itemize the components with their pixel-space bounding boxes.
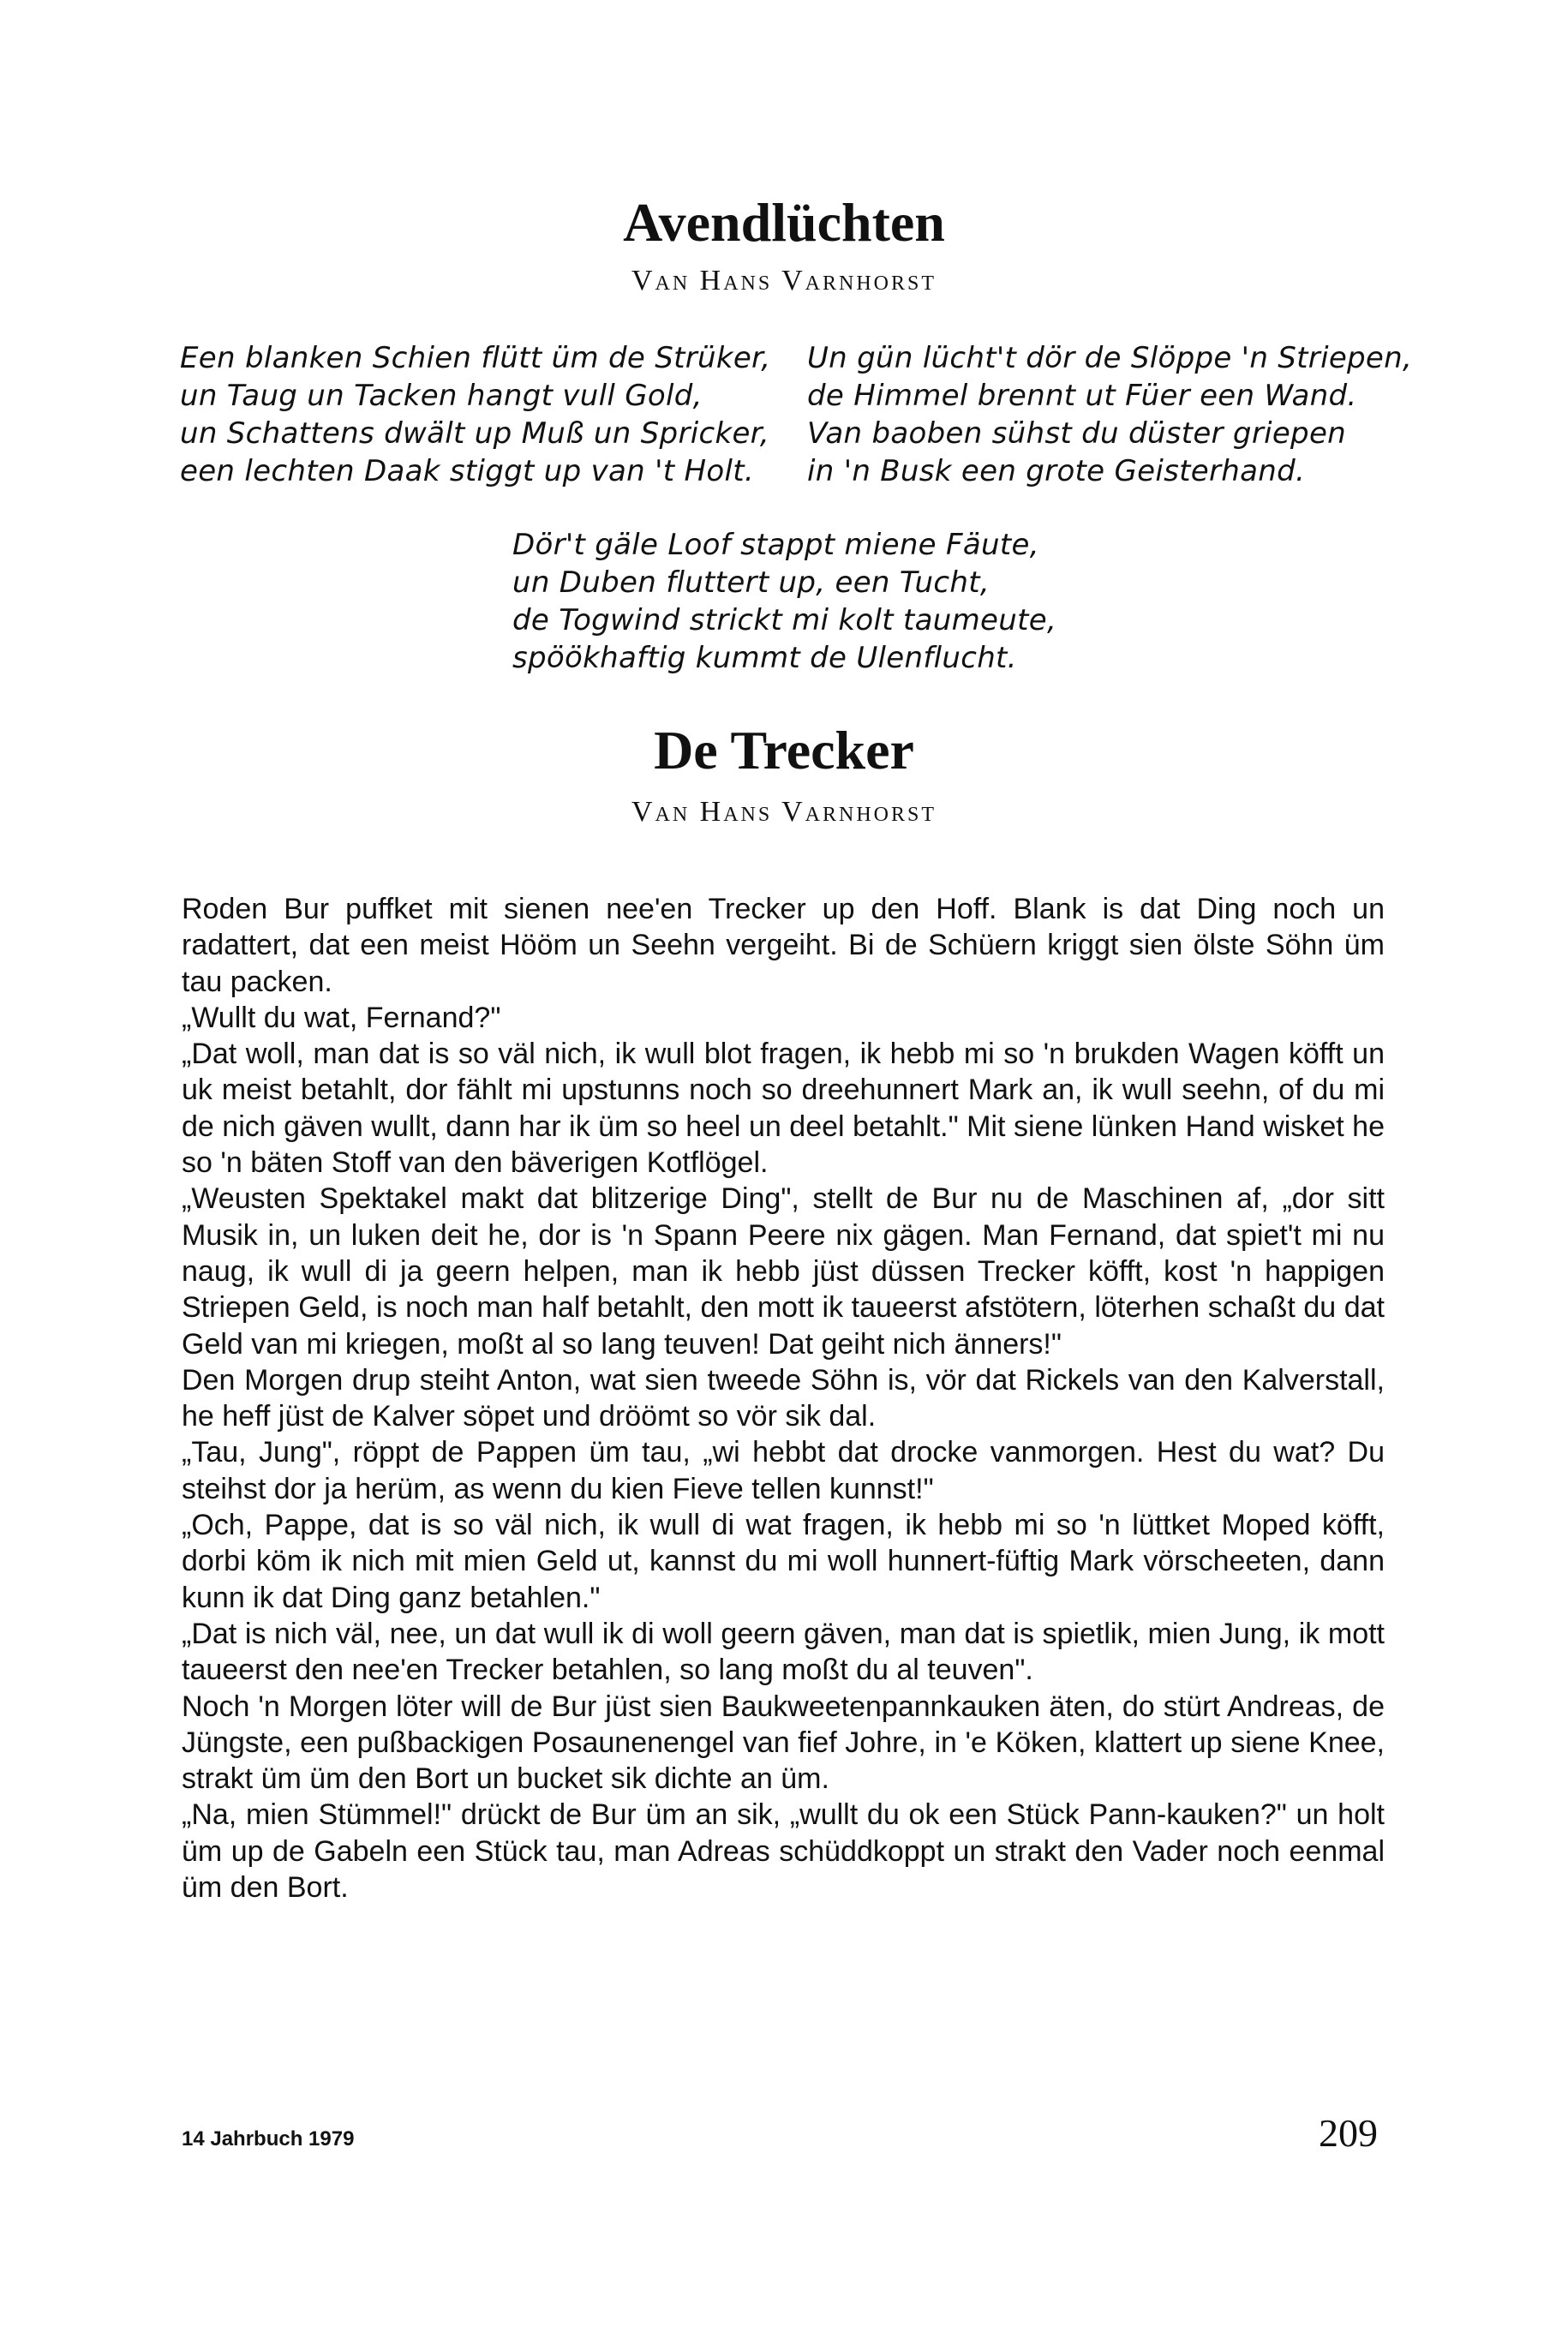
footer-source: 14 Jahrbuch 1979 [182, 2127, 355, 2151]
story-title: De Trecker [654, 720, 914, 781]
poem-byline: Van Hans Varnhorst [631, 265, 937, 296]
poem-stanza [512, 526, 1056, 677]
poem-stanza [180, 339, 770, 490]
story-paragraph: „Dat is nich väl, nee, un dat wull ik di woll geern gäven, man dat is spietlik, mien Jung, ik mott taueerst den nee'en Trecker betahlen, so lang moßt du al teuven". [182, 1617, 1385, 1687]
story-paragraph: „Wullt du wat, Fernand?" [182, 1001, 501, 1034]
story-paragraph: Den Morgen drup steiht Anton, wat sien tweede Söhn is, vör dat Rickels van den Kalverstall, he heff jüst de Kalver söpet und dröömt so vör sik dal. [182, 1363, 1385, 1433]
poem-line: un Taug un Tacken hangt vull Gold, [180, 379, 703, 413]
story-paragraph: „Na, mien Stümmel!" drückt de Bur üm an sik, „wullt du ok een Stück Pann-kauken?" un holt üm up de Gabeln een Stück tau, man Adreas schüddkoppt un strakt den Vader noch eenmal üm den Bort. [182, 1798, 1385, 1905]
poem-line: un Duben fluttert up, een Tucht, [512, 565, 990, 600]
poem-line: Dör't gäle Loof stappt miene Fäute, [512, 528, 1039, 562]
poem-line: de Himmel brennt ut Füer een Wand. [807, 379, 1357, 413]
poem-line: spöökhaftig kummt de Ulenflucht. [512, 641, 1017, 675]
poem-line: un Schattens dwält up Muß un Spricker, [180, 416, 769, 451]
story-paragraph: Noch 'n Morgen löter will de Bur jüst sien Baukweetenpannkauken äten, do stürt Andreas, de Jüngste, een pußbackigen Posaunenengel van fief Johre, in 'e Köken, klattert up siene Knee, strakt üm üm den Bort un bucket sik dichte an üm. [182, 1690, 1385, 1796]
poem-line: een lechten Daak stiggt up van 't Holt. [180, 454, 754, 488]
poem-stanza [807, 339, 1412, 490]
poem-line: in 'n Busk een grote Geisterhand. [807, 454, 1306, 488]
story-paragraph: „Dat woll, man dat is so väl nich, ik wull blot fragen, ik hebb mi so 'n brukden Wagen köfft un uk meist betahlt, dor fählt mi upstunns noch so dreehunnert Mark an, ik wull seehn, of du mi de nich gäven wullt, dann har ik üm so heel un deel betahlt." Mit siene lünken Hand wisket he so 'n bäten Stoff van den bäverigen Kotflögel. [182, 1038, 1385, 1180]
poem-line: Een blanken Schien flütt üm de Strüker, [180, 341, 771, 375]
story-paragraph: „Weusten Spektakel makt dat blitzerige Ding", stellt de Bur nu de Maschinen af, „dor sitt Musik in, un luken deit he, dor is 'n Spann Peere nix gägen. Man Fernand, dat spiet't mi nu naug, ik wull di ja geern helpen, man ik hebb jüst düssen Trecker köfft, kost 'n happigen Striepen Geld, is noch man half betahlt, den mott ik taueerst afstötern, löterhen schaßt du dat Geld van mi kriegen, moßt al so lang teuven! Dat geiht nich änners!" [182, 1182, 1385, 1361]
story-paragraph: „Och, Pappe, dat is so väl nich, ik wull di wat fragen, ik hebb mi so 'n lüttket Moped köfft, dorbi köm ik nich mit mien Geld ut, kannst du mi woll hunnert-füftig Mark vörscheeten, dann kunn ik dat Ding ganz betahlen." [182, 1509, 1385, 1614]
story-paragraph: Roden Bur puffket mit sienen nee'en Trecker up den Hoff. Blank is dat Ding noch un radattert, dat een meist Hööm un Seehn vergeiht. Bi de Schüern kriggt sien ölste Söhn üm tau packen. [182, 893, 1385, 998]
page-number: 209 [1319, 2111, 1378, 2155]
story-byline: Van Hans Varnhorst [631, 796, 937, 828]
poem-title: Avendlüchten [623, 192, 945, 253]
poem-line: Un gün lücht't dör de Slöppe 'n Striepen, [807, 341, 1413, 375]
poem-line: de Togwind strickt mi kolt taumeute, [512, 603, 1057, 637]
story-body [182, 891, 1385, 1905]
poem-line: Van baoben sühst du düster griepen [807, 416, 1347, 451]
story-paragraph: „Tau, Jung", röppt de Pappen üm tau, „wi hebbt dat drocke vanmorgen. Hest du wat? Du steihst dor ja herüm, as wenn du kien Fieve tellen kunnst!" [182, 1436, 1385, 1505]
